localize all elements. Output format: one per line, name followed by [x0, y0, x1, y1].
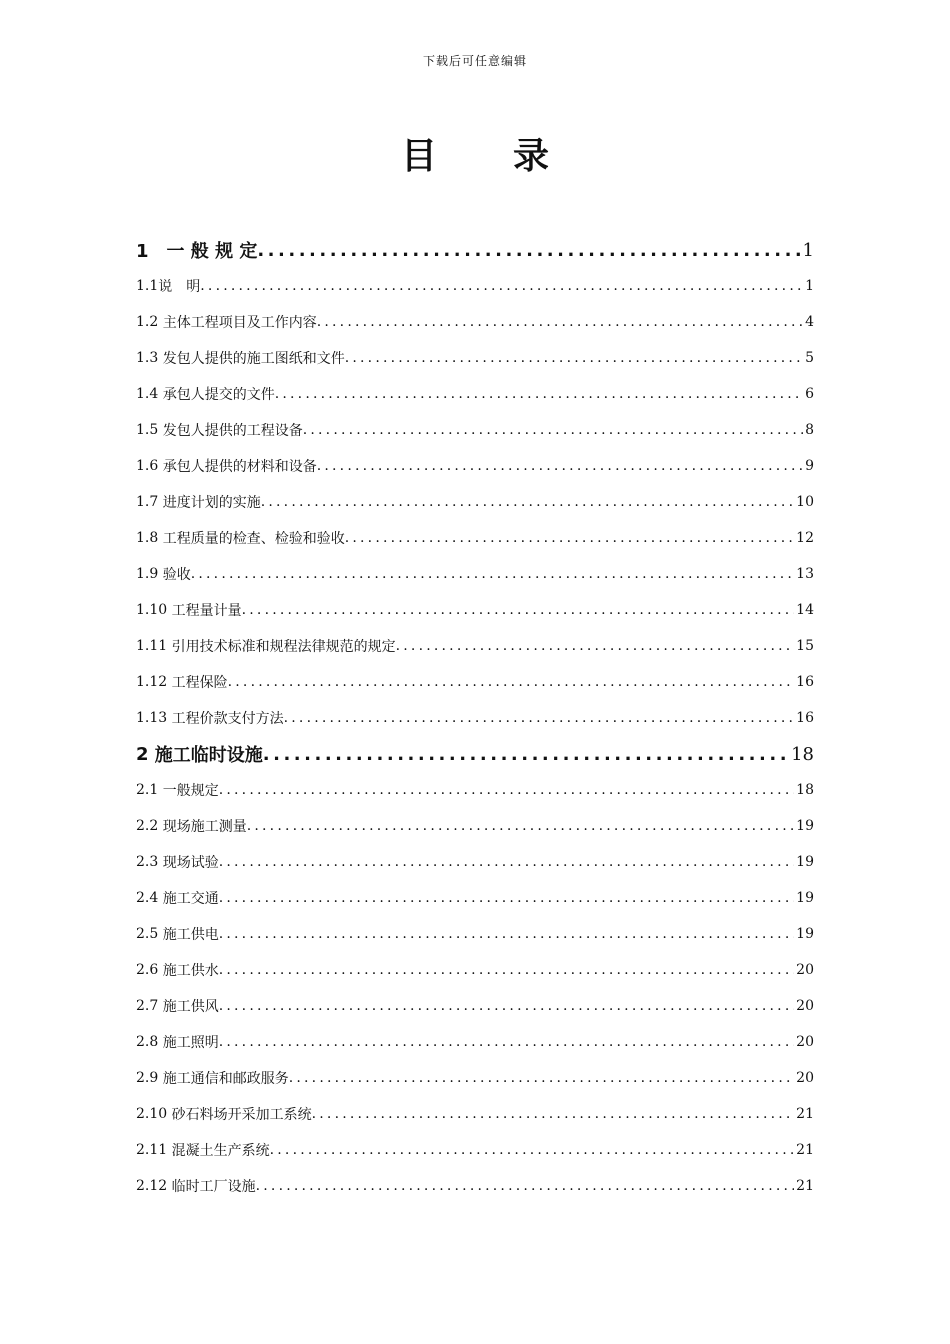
toc-page-number: 20: [796, 998, 814, 1014]
toc-entry-label: 发包人提供的工程设备: [162, 423, 303, 439]
toc-leader-dots: [219, 1034, 794, 1050]
toc-page-number: 9: [805, 458, 814, 474]
table-of-contents: [136, 232, 814, 1204]
toc-section-entry[interactable]: [136, 988, 814, 1024]
toc-leader-dots: [396, 638, 795, 654]
toc-leader-dots: [317, 458, 803, 474]
toc-page-number: 13: [796, 566, 814, 582]
toc-page-number: 18: [791, 743, 814, 765]
toc-entry-number: 1.4: [136, 386, 163, 402]
toc-entry-label: 发包人提供的施工图纸和文件: [162, 351, 345, 367]
toc-entry-label: 施工临时设施: [154, 745, 263, 766]
toc-section-entry[interactable]: [136, 1024, 814, 1060]
page-header: 下载后可任意编辑: [422, 54, 527, 68]
toc-entry-label: 一 般 规 定: [166, 241, 258, 262]
toc-leader-dots: [275, 386, 803, 402]
toc-section-entry[interactable]: [136, 412, 814, 448]
toc-entry-label: 进度计划的实施: [162, 495, 261, 511]
toc-entry-number: 2.9: [136, 1070, 163, 1086]
toc-entry-label: 工程量计量: [171, 603, 242, 619]
toc-entry-label: 砂石料场开采加工系统: [171, 1107, 312, 1123]
toc-page-number: 21: [796, 1178, 814, 1194]
toc-section-entry[interactable]: [136, 520, 814, 556]
toc-entry-label: 承包人提供的材料和设备: [162, 459, 317, 475]
toc-entry-number: 1.1: [136, 278, 159, 294]
toc-section-entry[interactable]: [136, 844, 814, 880]
toc-leader-dots: [219, 962, 794, 978]
toc-leader-dots: [200, 278, 803, 294]
toc-section-entry[interactable]: [136, 376, 814, 412]
toc-section-entry[interactable]: [136, 1096, 814, 1132]
toc-entry-number: 2.7: [136, 998, 163, 1014]
toc-leader-dots: [270, 1142, 795, 1158]
toc-section-entry[interactable]: [136, 304, 814, 340]
toc-section-entry[interactable]: [136, 448, 814, 484]
toc-entry-number: 1.12: [136, 674, 172, 690]
toc-leader-dots: [247, 818, 794, 834]
toc-chapter-entry[interactable]: [136, 232, 814, 268]
toc-page-number: 1: [802, 239, 814, 261]
toc-entry-label: 施工通信和邮政服务: [162, 1071, 289, 1087]
toc-entry-number: 1: [136, 241, 167, 262]
toc-entry-number: 2.2: [136, 818, 163, 834]
toc-section-entry[interactable]: [136, 484, 814, 520]
toc-page-number: 8: [805, 422, 814, 438]
toc-page-number: 16: [796, 674, 814, 690]
toc-section-entry[interactable]: [136, 880, 814, 916]
toc-leader-dots: [303, 422, 803, 438]
toc-entry-label: 混凝土生产系统: [171, 1143, 270, 1159]
toc-page-number: 21: [796, 1106, 814, 1122]
toc-section-entry[interactable]: [136, 556, 814, 592]
toc-page-number: 10: [796, 494, 814, 510]
toc-page-number: 20: [796, 1034, 814, 1050]
toc-entry-label: 工程价款支付方法: [171, 711, 284, 727]
toc-entry-number: 1.5: [136, 422, 163, 438]
toc-entry-number: 1.8: [136, 530, 163, 546]
toc-section-entry[interactable]: [136, 340, 814, 376]
toc-section-entry[interactable]: [136, 592, 814, 628]
toc-entry-label: 引用技术标准和规程法律规范的规定: [171, 639, 396, 655]
toc-entry-number: 2: [136, 743, 155, 765]
toc-section-entry[interactable]: [136, 952, 814, 988]
toc-leader-dots: [261, 494, 794, 510]
toc-page-number: 18: [796, 782, 814, 798]
toc-leader-dots: [317, 314, 803, 330]
toc-entry-number: 1.2: [136, 314, 163, 330]
toc-entry-label: 施工供风: [162, 999, 219, 1015]
toc-entry-label: 主体工程项目及工作内容: [162, 315, 317, 331]
toc-entry-number: 2.11: [136, 1142, 172, 1158]
toc-page-number: 12: [796, 530, 814, 546]
toc-entry-number: 1.7: [136, 494, 163, 510]
toc-page-number: 1: [805, 278, 814, 294]
toc-entry-number: 1.3: [136, 350, 163, 366]
toc-entry-number: 2.12: [136, 1178, 172, 1194]
toc-page-number: 19: [796, 926, 814, 942]
toc-leader-dots: [312, 1106, 795, 1122]
toc-page-number: 6: [805, 386, 814, 402]
toc-leader-dots: [219, 854, 794, 870]
toc-section-entry[interactable]: [136, 1168, 814, 1204]
toc-entry-number: 1.11: [136, 638, 172, 654]
toc-page-number: 21: [796, 1142, 814, 1158]
toc-leader-dots: [219, 998, 794, 1014]
toc-entry-label: 施工供电: [162, 927, 219, 943]
toc-section-entry[interactable]: [136, 628, 814, 664]
toc-page-number: 14: [796, 602, 814, 618]
title-char-right: 录: [513, 136, 550, 177]
toc-section-entry[interactable]: [136, 1132, 814, 1168]
toc-leader-dots: [228, 674, 795, 690]
toc-entry-label: 施工供水: [162, 963, 219, 979]
toc-section-entry[interactable]: [136, 916, 814, 952]
toc-entry-number: 2.4: [136, 890, 163, 906]
toc-entry-number: 1.10: [136, 602, 172, 618]
toc-leader-dots: [219, 782, 794, 798]
toc-leader-dots: [242, 602, 795, 618]
toc-leader-dots: [191, 566, 794, 582]
toc-section-entry[interactable]: [136, 808, 814, 844]
toc-entry-number: 2.6: [136, 962, 163, 978]
toc-chapter-entry[interactable]: [136, 736, 814, 772]
toc-leader-dots: [263, 744, 789, 765]
toc-entry-number: 1.13: [136, 710, 172, 726]
toc-section-entry[interactable]: [136, 700, 814, 736]
toc-entry-label: 施工照明: [162, 1035, 219, 1051]
title-char-left: 目: [400, 136, 437, 177]
toc-leader-dots: [219, 926, 794, 942]
toc-page-number: 19: [796, 818, 814, 834]
toc-page-number: 19: [796, 890, 814, 906]
toc-entry-number: 2.10: [136, 1106, 172, 1122]
toc-entry-label: 一般规定: [162, 783, 219, 799]
toc-leader-dots: [284, 710, 795, 726]
toc-page-number: 15: [796, 638, 814, 654]
toc-leader-dots: [345, 350, 803, 366]
page-title: [0, 128, 950, 179]
toc-section-entry[interactable]: [136, 268, 814, 304]
toc-leader-dots: [257, 240, 800, 261]
toc-entry-label: 临时工厂设施: [171, 1179, 256, 1195]
toc-entry-number: 1.6: [136, 458, 163, 474]
toc-section-entry[interactable]: [136, 664, 814, 700]
toc-page-number: 4: [805, 314, 814, 330]
toc-entry-number: 2.5: [136, 926, 163, 942]
toc-leader-dots: [345, 530, 794, 546]
toc-page-number: 16: [796, 710, 814, 726]
toc-entry-label: 现场试验: [162, 855, 219, 871]
toc-entry-number: 2.3: [136, 854, 163, 870]
toc-leader-dots: [289, 1070, 794, 1086]
toc-page-number: 20: [796, 962, 814, 978]
toc-page-number: 20: [796, 1070, 814, 1086]
toc-entry-number: 1.9: [136, 566, 163, 582]
toc-entry-label: 现场施工测量: [162, 819, 247, 835]
toc-leader-dots: [256, 1178, 795, 1194]
toc-entry-number: 2.1: [136, 782, 163, 798]
toc-leader-dots: [219, 890, 794, 906]
toc-section-entry[interactable]: [136, 1060, 814, 1096]
toc-entry-label: 工程质量的检查、检验和验收: [162, 531, 345, 547]
toc-entry-label: 施工交通: [162, 891, 219, 907]
toc-page-number: 5: [805, 350, 814, 366]
toc-entry-label: 承包人提交的文件: [162, 387, 275, 403]
toc-entry-number: 2.8: [136, 1034, 163, 1050]
toc-entry-label: 工程保险: [171, 675, 228, 691]
toc-entry-label: 说 明: [158, 279, 201, 295]
toc-section-entry[interactable]: [136, 772, 814, 808]
toc-entry-label: 验收: [162, 567, 191, 583]
toc-page-number: 19: [796, 854, 814, 870]
